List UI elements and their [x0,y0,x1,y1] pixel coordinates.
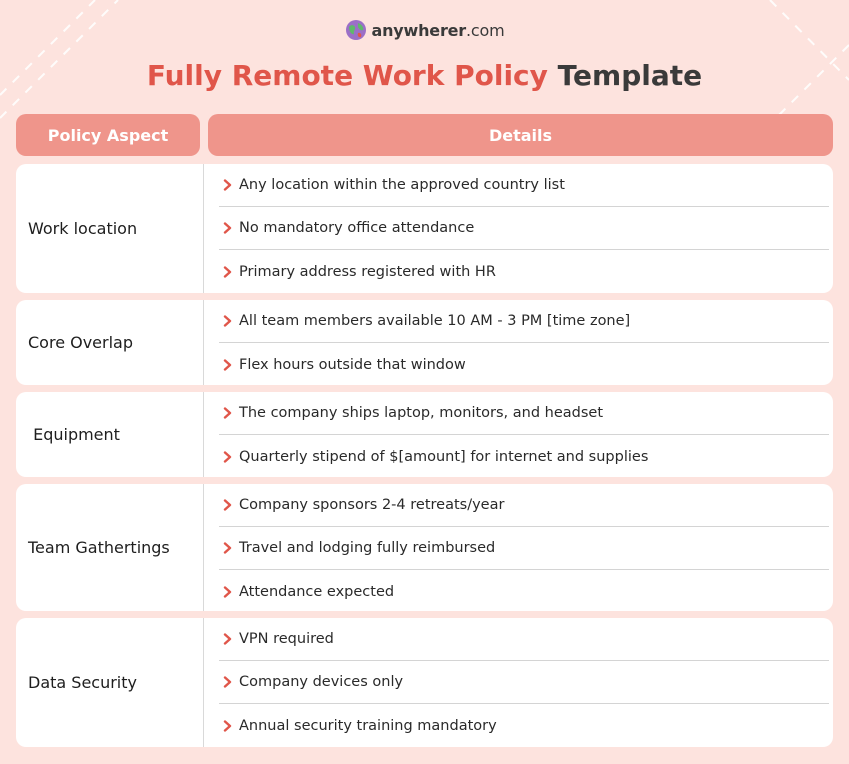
detail-item [219,704,829,747]
title-accent: Fully Remote Work Policy [146,59,548,92]
title-rest: Template [547,59,703,92]
aspect-label: Work location [16,164,204,293]
chevron-right-icon [222,266,233,278]
detail-text: Attendance expected [239,583,395,600]
detail-text: Annual security training mandatory [239,717,497,734]
detail-text: The company ships laptop, monitors, and headset [239,405,604,421]
chevron-right-icon [222,633,233,645]
detail-item [219,392,829,435]
detail-text: Any location within the approved country list [239,177,565,193]
policy-row-data-security [16,618,833,747]
detail-text: VPN required [239,631,334,647]
chevron-right-icon [222,407,233,419]
page-title [0,58,849,94]
detail-text: Company sponsors 2-4 retreats/year [239,497,505,513]
policy-row-work-location [16,164,833,293]
globe-logo-icon [345,19,367,41]
aspect-label: Equipment [16,392,204,477]
header-details: Details [208,114,833,156]
chevron-right-icon [222,179,233,191]
detail-text: No mandatory office attendance [239,220,475,236]
chevron-right-icon [222,315,233,327]
aspect-label: Data Security [16,618,204,747]
detail-item [219,164,829,207]
detail-text: All team members available 10 AM - 3 PM [time zone] [239,313,631,329]
detail-item [219,300,829,343]
chevron-right-icon [222,586,233,598]
detail-item [219,435,829,478]
chevron-right-icon [222,451,233,463]
detail-item [219,484,829,527]
details-list [219,392,829,477]
detail-item [219,618,829,661]
detail-item [219,527,829,570]
detail-item [219,661,829,704]
detail-text: Flex hours outside that window [239,356,466,373]
detail-item [219,207,829,250]
page-header [0,16,849,94]
chevron-right-icon [222,499,233,511]
details-list [219,618,829,747]
detail-item [219,250,829,293]
detail-text: Primary address registered with HR [239,263,496,280]
details-list [219,484,829,611]
brand-name-bold: anywherer [371,20,466,40]
chevron-right-icon [222,222,233,234]
detail-text: Travel and lodging fully reimbursed [239,540,496,556]
detail-item [219,343,829,386]
details-list [219,300,829,385]
brand[interactable] [0,16,849,44]
chevron-right-icon [222,359,233,371]
detail-item [219,570,829,613]
policy-row-team-gatherings [16,484,833,611]
aspect-label: Team Gathertings [16,484,204,611]
chevron-right-icon [222,542,233,554]
header-policy-aspect: Policy Aspect [16,114,200,156]
chevron-right-icon [222,676,233,688]
policy-row-equipment [16,392,833,477]
detail-text: Quarterly stipend of $[amount] for internet and supplies [239,448,649,465]
chevron-right-icon [222,720,233,732]
brand-name-domain: .com [466,20,505,40]
brand-name [372,21,505,40]
aspect-label: Core Overlap [16,300,204,385]
detail-text: Company devices only [239,674,404,690]
policy-row-core-overlap [16,300,833,385]
details-list [219,164,829,293]
